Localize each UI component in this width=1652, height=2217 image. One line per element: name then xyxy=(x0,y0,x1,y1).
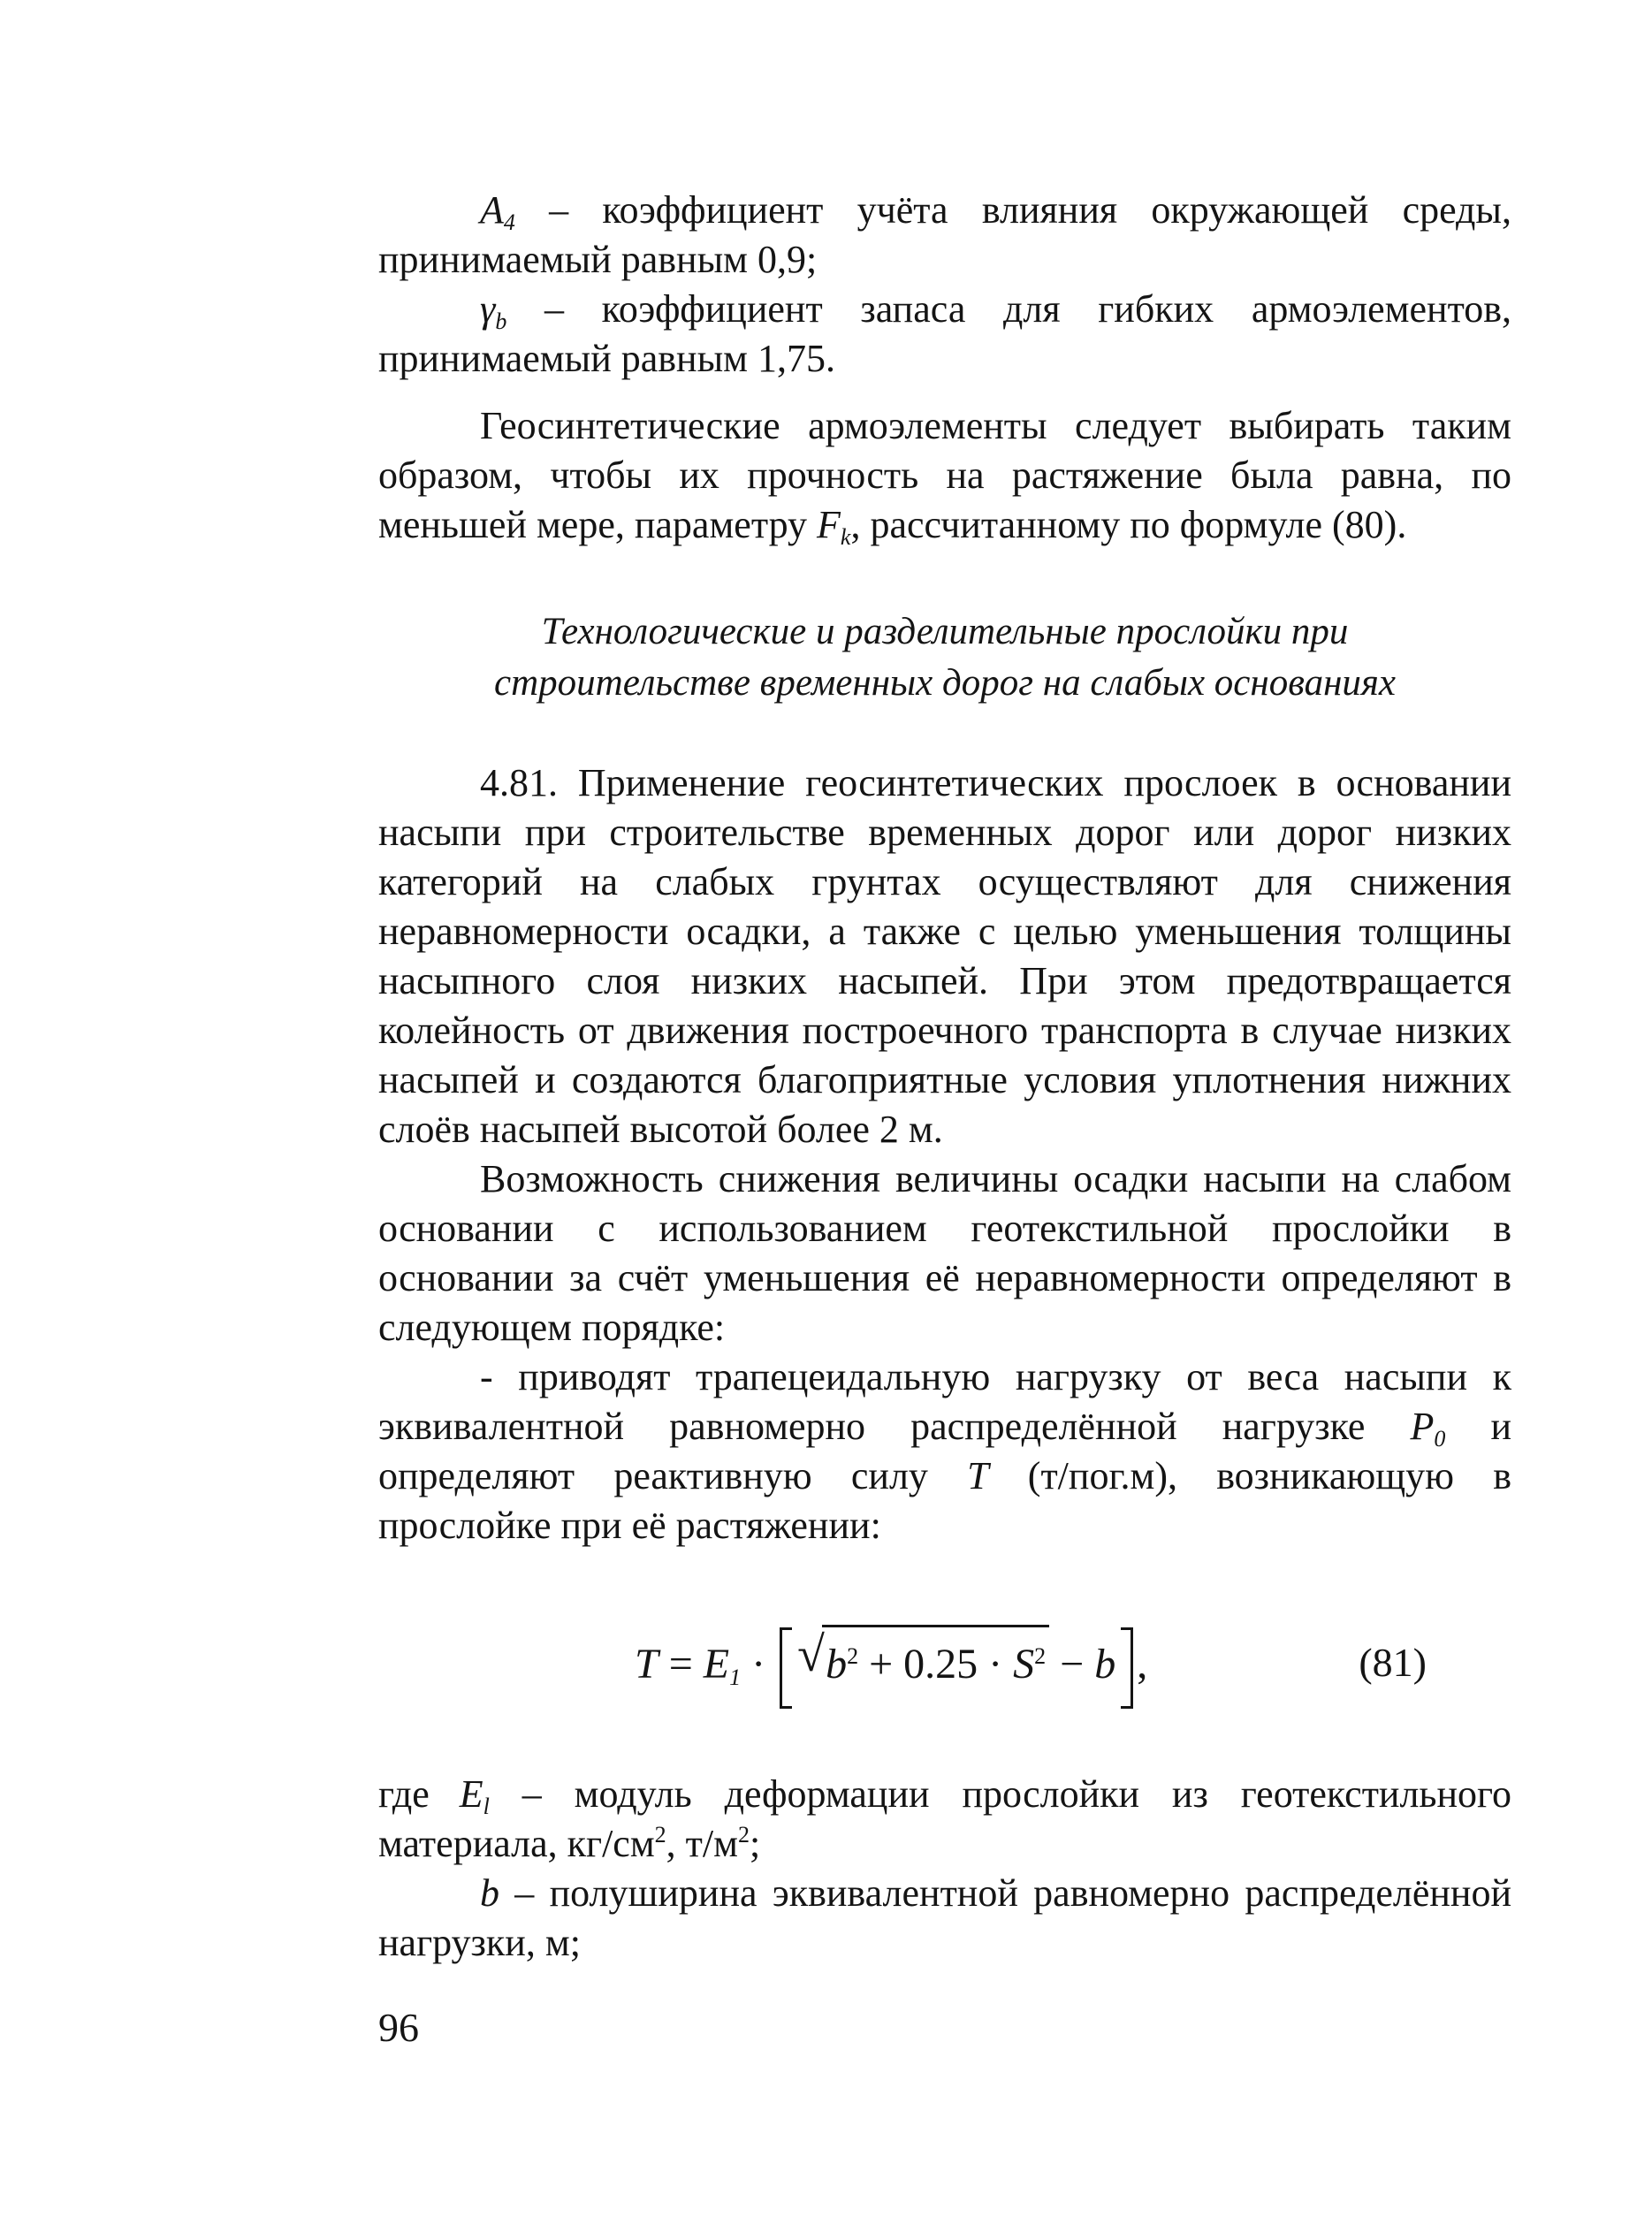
superscript-2-second: 2 xyxy=(737,1822,750,1848)
superscript-2-first: 2 xyxy=(654,1822,666,1848)
formula-expression xyxy=(635,1625,1147,1709)
list-item-end: (т/пог.м), возникающую в прослойке при её растяжении: xyxy=(378,1454,1511,1547)
formula-s: S xyxy=(1013,1641,1035,1688)
symbol-t: T xyxy=(967,1454,989,1497)
page-number: 96 xyxy=(378,2005,419,2050)
subscript-k: k xyxy=(840,524,851,550)
formula-b-second: b xyxy=(1094,1641,1116,1688)
symbol-p: P xyxy=(1410,1405,1435,1448)
formula-81 xyxy=(378,1589,1511,1766)
definition-a4-text: – коэффициент учёта влияния окружающей среды, принимаемый равным 0,9; xyxy=(378,188,1511,281)
formula-s-square: 2 xyxy=(1034,1643,1047,1669)
formula-e: E xyxy=(703,1641,730,1688)
paragraph-possibility: Возможность снижения величины осадки насыпи на слабом основании с использованием геотекстильной прослойки в основании за счёт уменьшения её неравномерности определяют в следующем порядке: xyxy=(378,1157,1511,1349)
formula-comma: , xyxy=(1137,1641,1148,1688)
equation-number: (81) xyxy=(1359,1640,1427,1685)
subscript-4: 4 xyxy=(503,210,515,235)
radical-sign-icon: √ xyxy=(797,1627,825,1682)
page-body xyxy=(378,186,1511,1968)
subscript-0: 0 xyxy=(1434,1426,1446,1451)
formula-t: T xyxy=(635,1641,659,1688)
formula-plus: + 0.25 · xyxy=(858,1641,1014,1688)
section-heading-line-1: Технологические и разделительные прослойки при xyxy=(541,611,1349,652)
formula-equals: = xyxy=(658,1641,704,1688)
formula-minus: − xyxy=(1049,1641,1095,1688)
list-item-text: - приводят трапецеидальную нагрузку от веса насыпи к эквивалентной равномерно распределённой нагрузке xyxy=(378,1355,1511,1448)
paragraph-geosynthetic xyxy=(378,401,1511,550)
definition-e1-unit: , т/м xyxy=(666,1822,738,1865)
symbol-a: A xyxy=(480,188,504,232)
definition-e1-text: – модуль деформации прослойки из геотекстильного материала, кг/см xyxy=(378,1772,1511,1865)
definition-b-text: – полуширина эквивалентной равномерно распределённой нагрузки, м; xyxy=(378,1871,1511,1964)
list-item-middle: и определяют реактивную силу xyxy=(378,1405,1511,1497)
paragraph-4-81: 4.81. Применение геосинтетических прослоек в основании насыпи при строительстве временных дорог или дорог низких категорий на слабых грунтах осуществляют для снижения неравномерности осадки, а также с целью уменьшения толщины насыпного слоя низких насыпей. При этом предотвращается колейность от движения построечного транспорта в случае низких насыпей и создаются благоприятные условия уплотнения нижних слоёв насыпей высотой более 2 м. xyxy=(378,761,1511,1151)
formula-b-square: 2 xyxy=(847,1643,859,1669)
subscript-b: b xyxy=(495,309,507,334)
definition-e1 xyxy=(378,1770,1511,1869)
paragraph-list-item xyxy=(378,1352,1511,1550)
paragraph-geosynthetic-text: Геосинтетические армоэлементы следует выбирать таким образом, чтобы их прочность на растяжение была равна, по меньшей мере, параметру xyxy=(378,404,1511,546)
symbol-e: E xyxy=(459,1772,483,1816)
formula-dot: · xyxy=(741,1641,777,1688)
symbol-b: b xyxy=(480,1871,499,1915)
section-heading-line-2: строительстве временных дорог на слабых основаниях xyxy=(494,662,1396,704)
paragraph-geosynthetic-end: , рассчитанному по формуле (80). xyxy=(850,503,1407,546)
definition-b xyxy=(378,1869,1511,1968)
symbol-gamma: γ xyxy=(480,287,496,331)
radicand xyxy=(822,1625,1049,1700)
definition-e1-lead: где xyxy=(378,1772,430,1816)
subscript-l: l xyxy=(483,1794,490,1819)
section-heading xyxy=(378,606,1511,709)
definition-gamma-text: – коэффициент запаса для гибких армоэлементов, принимаемый равным 1,75. xyxy=(378,287,1511,380)
formula-e-subscript: 1 xyxy=(729,1665,742,1690)
definition-gamma-b xyxy=(378,285,1511,384)
square-root xyxy=(797,1625,1049,1700)
definition-a4 xyxy=(378,186,1511,285)
formula-b: b xyxy=(826,1641,848,1688)
definition-e1-end: ; xyxy=(749,1822,761,1865)
symbol-f: F xyxy=(817,503,841,546)
left-bracket-icon xyxy=(780,1627,792,1709)
right-bracket-icon xyxy=(1121,1627,1133,1709)
